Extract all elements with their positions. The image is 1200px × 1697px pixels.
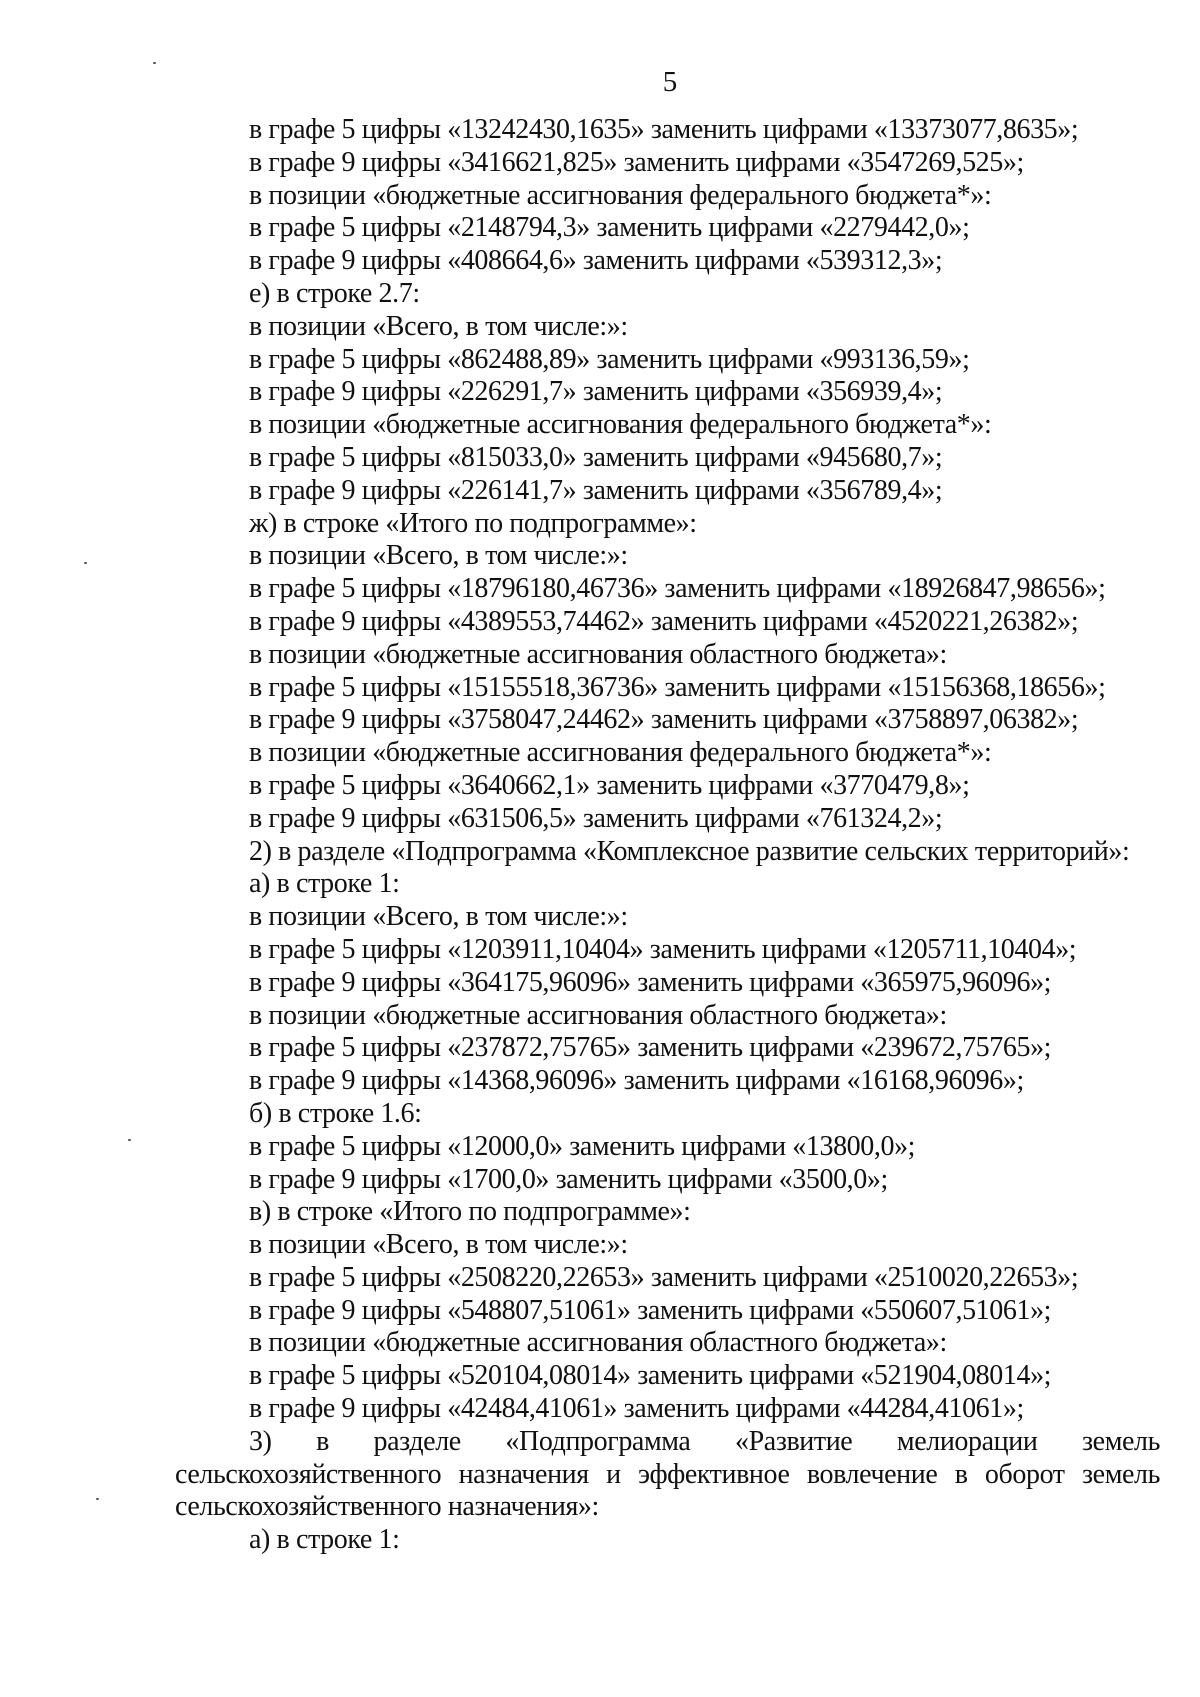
text-line: в) в строке «Итого по подпрограмме»:: [249, 1196, 691, 1228]
paragraph: 2) в разделе «Подпрограмма «Комплексное развитие сельских территорий»:: [249, 835, 1130, 867]
text-line: в графе 5 цифры «520104,08014» заменить цифрами «521904,08014»;: [249, 1360, 1052, 1392]
text-line: в графе 5 цифры «1203911,10404» заменить цифрами «1205711,10404»;: [249, 933, 1077, 965]
text-line: в графе 5 цифры «12000,0» заменить цифрами «13800,0»;: [249, 1130, 916, 1162]
text-line: а) в строке 1:: [249, 868, 400, 900]
text-line: в графе 5 цифры «862488,89» заменить цифрами «993136,59»;: [249, 343, 970, 375]
text-line: в позиции «Всего, в том числе:»:: [249, 310, 628, 342]
text-line: в графе 5 цифры «18796180,46736» заменить цифрами «18926847,98656»;: [249, 573, 1106, 605]
text-line: в графе 9 цифры «364175,96096» заменить цифрами «365975,96096»;: [249, 966, 1052, 998]
page-number: 5: [662, 66, 678, 98]
text-line: в позиции «бюджетные ассигнования областного бюджета»:: [249, 1327, 947, 1359]
text-line: в графе 9 цифры «226141,7» заменить цифрами «356789,4»;: [249, 474, 943, 506]
text-line: в графе 5 цифры «2148794,3» заменить цифрами «2279442,0»;: [249, 212, 970, 244]
text-line: в позиции «бюджетные ассигнования областного бюджета»:: [249, 638, 947, 670]
text-line: ж) в строке «Итого по подпрограмме»:: [249, 507, 697, 539]
text-line: в графе 9 цифры «14368,96096» заменить цифрами «16168,96096»;: [249, 1065, 1024, 1097]
text-line: в графе 9 цифры «3758047,24462» заменить цифрами «3758897,06382»;: [249, 704, 1079, 736]
text-line: в графе 9 цифры «548807,51061» заменить цифрами «550607,51061»;: [249, 1294, 1052, 1326]
paragraph: 3) в разделе «Подпрограмма «Развитие мелиорации земель сельскохозяйственного назначения и эффективное вовлечение в оборот земель сельскохозяйственного назначения»:: [175, 1425, 1160, 1523]
text-line: в позиции «бюджетные ассигнования федерального бюджета*»:: [249, 179, 992, 211]
text-line: е) в строке 2.7:: [249, 277, 420, 309]
text-line: в позиции «Всего, в том числе:»:: [249, 1229, 628, 1261]
text-line: б) в строке 1.6:: [249, 1097, 422, 1129]
text-line: в графе 5 цифры «815033,0» заменить цифрами «945680,7»;: [249, 441, 943, 473]
text-line: в графе 9 цифры «4389553,74462» заменить цифрами «4520221,26382»;: [249, 605, 1079, 637]
text-line: в графе 9 цифры «631506,5» заменить цифрами «761324,2»;: [249, 802, 943, 834]
scan-speck: [96, 1498, 99, 1500]
text-line: в графе 9 цифры «1700,0» заменить цифрами «3500,0»;: [249, 1163, 888, 1195]
text-line: в позиции «Всего, в том числе:»:: [249, 540, 628, 572]
text-line: в графе 5 цифры «13242430,1635» заменить цифрами «13373077,8635»;: [249, 114, 1079, 145]
scan-speck: [128, 1139, 131, 1141]
text-line: в графе 5 цифры «2508220,22653» заменить цифрами «2510020,22653»;: [249, 1261, 1079, 1293]
text-line: в позиции «Всего, в том числе:»:: [249, 901, 628, 933]
text-line: в графе 9 цифры «226291,7» заменить цифрами «356939,4»;: [249, 376, 943, 408]
text-line: в графе 5 цифры «3640662,1» заменить цифрами «3770479,8»;: [249, 769, 970, 801]
document-body: [175, 114, 1160, 1557]
text-line: в графе 5 цифры «15155518,36736» заменить цифрами «15156368,18656»;: [249, 671, 1106, 703]
text-line: в позиции «бюджетные ассигнования областного бюджета»:: [249, 999, 947, 1031]
text-line: в графе 9 цифры «3416621,825» заменить цифрами «3547269,525»;: [249, 146, 1024, 178]
text-line: в позиции «бюджетные ассигнования федерального бюджета*»:: [249, 409, 992, 441]
text-line: в графе 5 цифры «237872,75765» заменить цифрами «239672,75765»;: [249, 1032, 1052, 1064]
text-line: в позиции «бюджетные ассигнования федерального бюджета*»:: [249, 737, 992, 769]
scan-speck: [153, 62, 156, 64]
scan-speck: [84, 562, 87, 564]
text-line: в графе 9 цифры «42484,41061» заменить цифрами «44284,41061»;: [249, 1393, 1024, 1425]
text-line: а) в строке 1:: [249, 1524, 400, 1556]
text-line: в графе 9 цифры «408664,6» заменить цифрами «539312,3»;: [249, 245, 943, 277]
